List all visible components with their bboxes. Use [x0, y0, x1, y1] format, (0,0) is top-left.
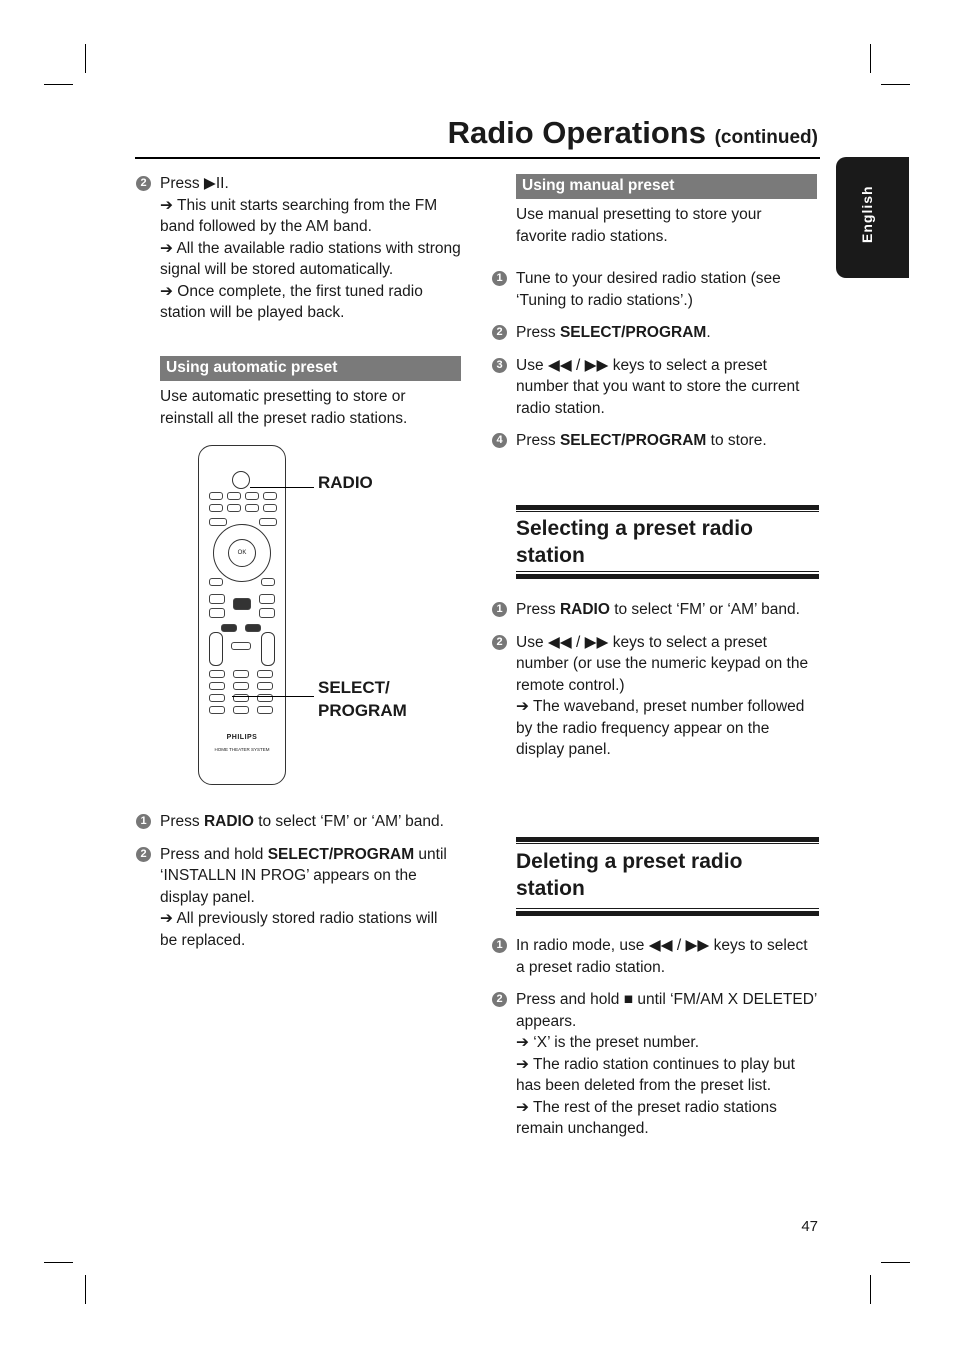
step-number: 3 [492, 358, 507, 373]
manual-intro-text: Use manual presetting to store your favorite radio stations. [516, 206, 762, 245]
step-result: ➔ All the available radio stations with strong signal will be stored automatically. [160, 239, 461, 278]
section-bottom-bar [516, 911, 819, 916]
step-number: 2 [136, 176, 151, 191]
step-number: 2 [492, 992, 507, 1007]
language-tab-label: English [859, 185, 875, 243]
step-text: Press ▶II. [160, 175, 229, 192]
step-text: Press and hold ■ until ‘FM/AM X DELETED’ appears. [516, 991, 817, 1030]
select-callout-line1: SELECT/ [318, 678, 390, 697]
manual-preset-banner: Using manual preset [516, 174, 817, 199]
remote-model-label: HOME THEATER SYSTEM [214, 747, 270, 752]
auto-preset-steps [136, 811, 456, 951]
auto-preset-banner: Using automatic preset [160, 356, 461, 381]
step-text: Use ◀◀ / ▶▶ keys to select a preset number (or use the numeric keypad on the remote control.) [516, 633, 809, 694]
auto-step-1: 1 Press RADIO to select ‘FM’ or ‘AM’ band. [136, 811, 456, 833]
step-number: 2 [492, 635, 507, 650]
left-intro-step [136, 173, 461, 324]
step-text: Tune to your desired radio station (see ‘Tuning to radio stations’.) [516, 270, 781, 309]
manual-preset-intro [516, 204, 806, 247]
channel-rocker-icon [261, 632, 275, 666]
page-number: 47 [801, 1218, 818, 1235]
step-result: ➔ ‘X’ is the preset number. [516, 1034, 699, 1051]
header-rule [135, 157, 820, 159]
crop-mark [44, 1262, 73, 1263]
title-text: Radio Operations [447, 115, 706, 150]
auto-preset-intro [160, 386, 460, 429]
manual-step-3 [492, 355, 812, 420]
select-callout-line [232, 696, 314, 697]
remote-control-illustration [198, 445, 286, 785]
manual-step-1 [492, 268, 812, 311]
crop-mark [44, 84, 73, 85]
step-result: ➔ This unit starts searching from the FM band followed by the AM band. [160, 196, 438, 235]
crop-mark [85, 1275, 86, 1304]
delete-preset-steps [492, 935, 818, 1140]
delete-step-1 [492, 935, 818, 978]
crop-mark [881, 1262, 910, 1263]
section-top-line [516, 843, 819, 844]
section-bottom-line [516, 908, 819, 909]
auto-step-2: 2 Press and hold SELECT/PROGRAM until ‘INSTALLN IN PROG’ appears on the display panel. ➔ All previously stored radio stations will be replaced. [136, 844, 456, 952]
step-text: Use ◀◀ / ▶▶ keys to select a preset number that you want to store the current radio station. [516, 356, 800, 417]
select-callout-line2: PROGRAM [318, 701, 407, 720]
step-result: ➔ The radio station continues to play but has been deleted from the preset list. [516, 1055, 795, 1094]
delete-step-2 [492, 989, 818, 1140]
select-step-1: 1 Press RADIO to select ‘FM’ or ‘AM’ band. [492, 599, 812, 621]
crop-mark [881, 84, 910, 85]
language-tab [836, 157, 909, 278]
step-number: 1 [136, 814, 151, 829]
section-top-bar [516, 837, 819, 842]
crop-mark [870, 44, 871, 73]
select-preset-steps [492, 599, 812, 761]
step-result: ➔ All previously stored radio stations will be replaced. [160, 910, 438, 949]
step-number: 1 [492, 271, 507, 286]
volume-rocker-icon [209, 632, 223, 666]
power-button-icon [232, 471, 250, 489]
step-result: ➔ The rest of the preset radio stations remain unchanged. [516, 1098, 777, 1137]
step-number: 4 [492, 433, 507, 448]
section-bottom-line [516, 571, 819, 572]
radio-callout-line [250, 487, 314, 488]
delete-preset-heading: Deleting a preset radio station [516, 850, 743, 900]
remote-brand-logo: PHILIPS [226, 734, 258, 741]
manual-step-4: 4 Press SELECT/PROGRAM to store. [492, 430, 812, 452]
step-number: 2 [492, 325, 507, 340]
crop-mark [85, 44, 86, 73]
radio-callout-label: RADIO [318, 473, 373, 492]
select-step-2 [492, 632, 812, 761]
select-preset-heading: Selecting a preset radio station [516, 517, 753, 567]
step-number: 1 [492, 938, 507, 953]
step-result: ➔ The waveband, preset number followed by the radio frequency appear on the display panel. [516, 698, 805, 758]
section-top-line [516, 511, 819, 512]
auto-intro-text: Use automatic presetting to store or reinstall all the preset radio stations. [160, 388, 408, 427]
step-result: ➔ Once complete, the first tuned radio station will be played back. [160, 282, 423, 321]
select-callout-label [318, 676, 407, 722]
section-bottom-bar [516, 574, 819, 579]
step-text: In radio mode, use ◀◀ / ▶▶ keys to select a preset radio station. [516, 937, 808, 976]
manual-step-2: 2 Press SELECT/PROGRAM. [492, 322, 812, 344]
navigation-ring-icon: OK [213, 524, 271, 582]
manual-preset-steps [492, 268, 812, 452]
page-title [448, 115, 818, 151]
step-number: 2 [136, 847, 151, 862]
title-continued: (continued) [714, 127, 818, 148]
section-top-bar [516, 505, 819, 510]
crop-mark [870, 1275, 871, 1304]
step-number: 1 [492, 602, 507, 617]
